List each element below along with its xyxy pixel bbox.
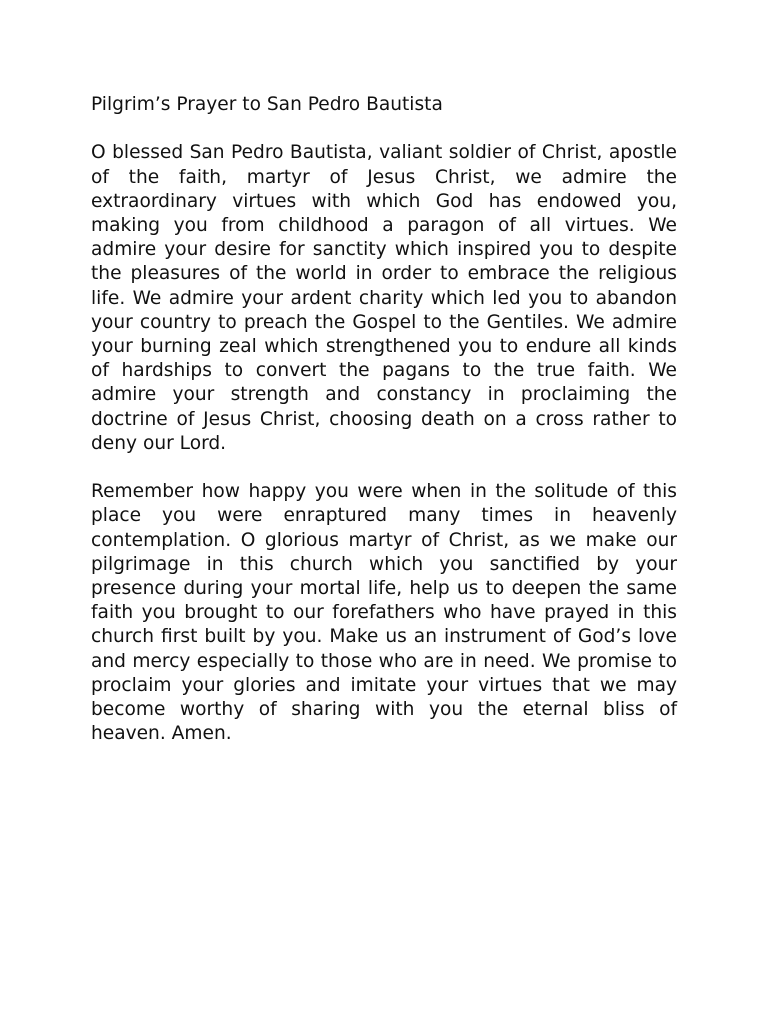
- prayer-paragraph-1: O blessed San Pedro Bautista, valiant soldier of Christ, apostle of the faith, martyr of Jesus Christ, we admire the extraordinary virtues with which God has endowed you, making you from childhood a paragon of all virtues. We admire your desire for sanctity which inspired you to despite the pleasures of the world in order to embrace the religious life. We admire your ardent charity which led you to abandon your country to preach the Gospel to the Gentiles. We admire your burning zeal which strengthened you to endure all kinds of hardships to convert the pagans to the true faith. We admire your strength and constancy in proclaiming the doctrine of Jesus Christ, choosing death on a cross rather to deny our Lord.: [91, 142, 677, 454]
- prayer-paragraph-2: Remember how happy you were when in the solitude of this place you were enraptured many times in heavenly contemplation. O glorious martyr of Christ, as we make our pilgrimage in this church which you sanctified by your presence during your mortal life, help us to deepen the same faith you brought to our forefathers who have prayed in this church first built by you. Make us an instrument of God’s love and mercy especially to those who are in need. We promise to proclaim your glories and imitate your virtues that we may become worthy of sharing with you the eternal bliss of heaven. Amen.: [91, 481, 677, 745]
- document-title: Pilgrim’s Prayer to San Pedro Bautista: [91, 94, 443, 115]
- document-page: [91, 93, 677, 771]
